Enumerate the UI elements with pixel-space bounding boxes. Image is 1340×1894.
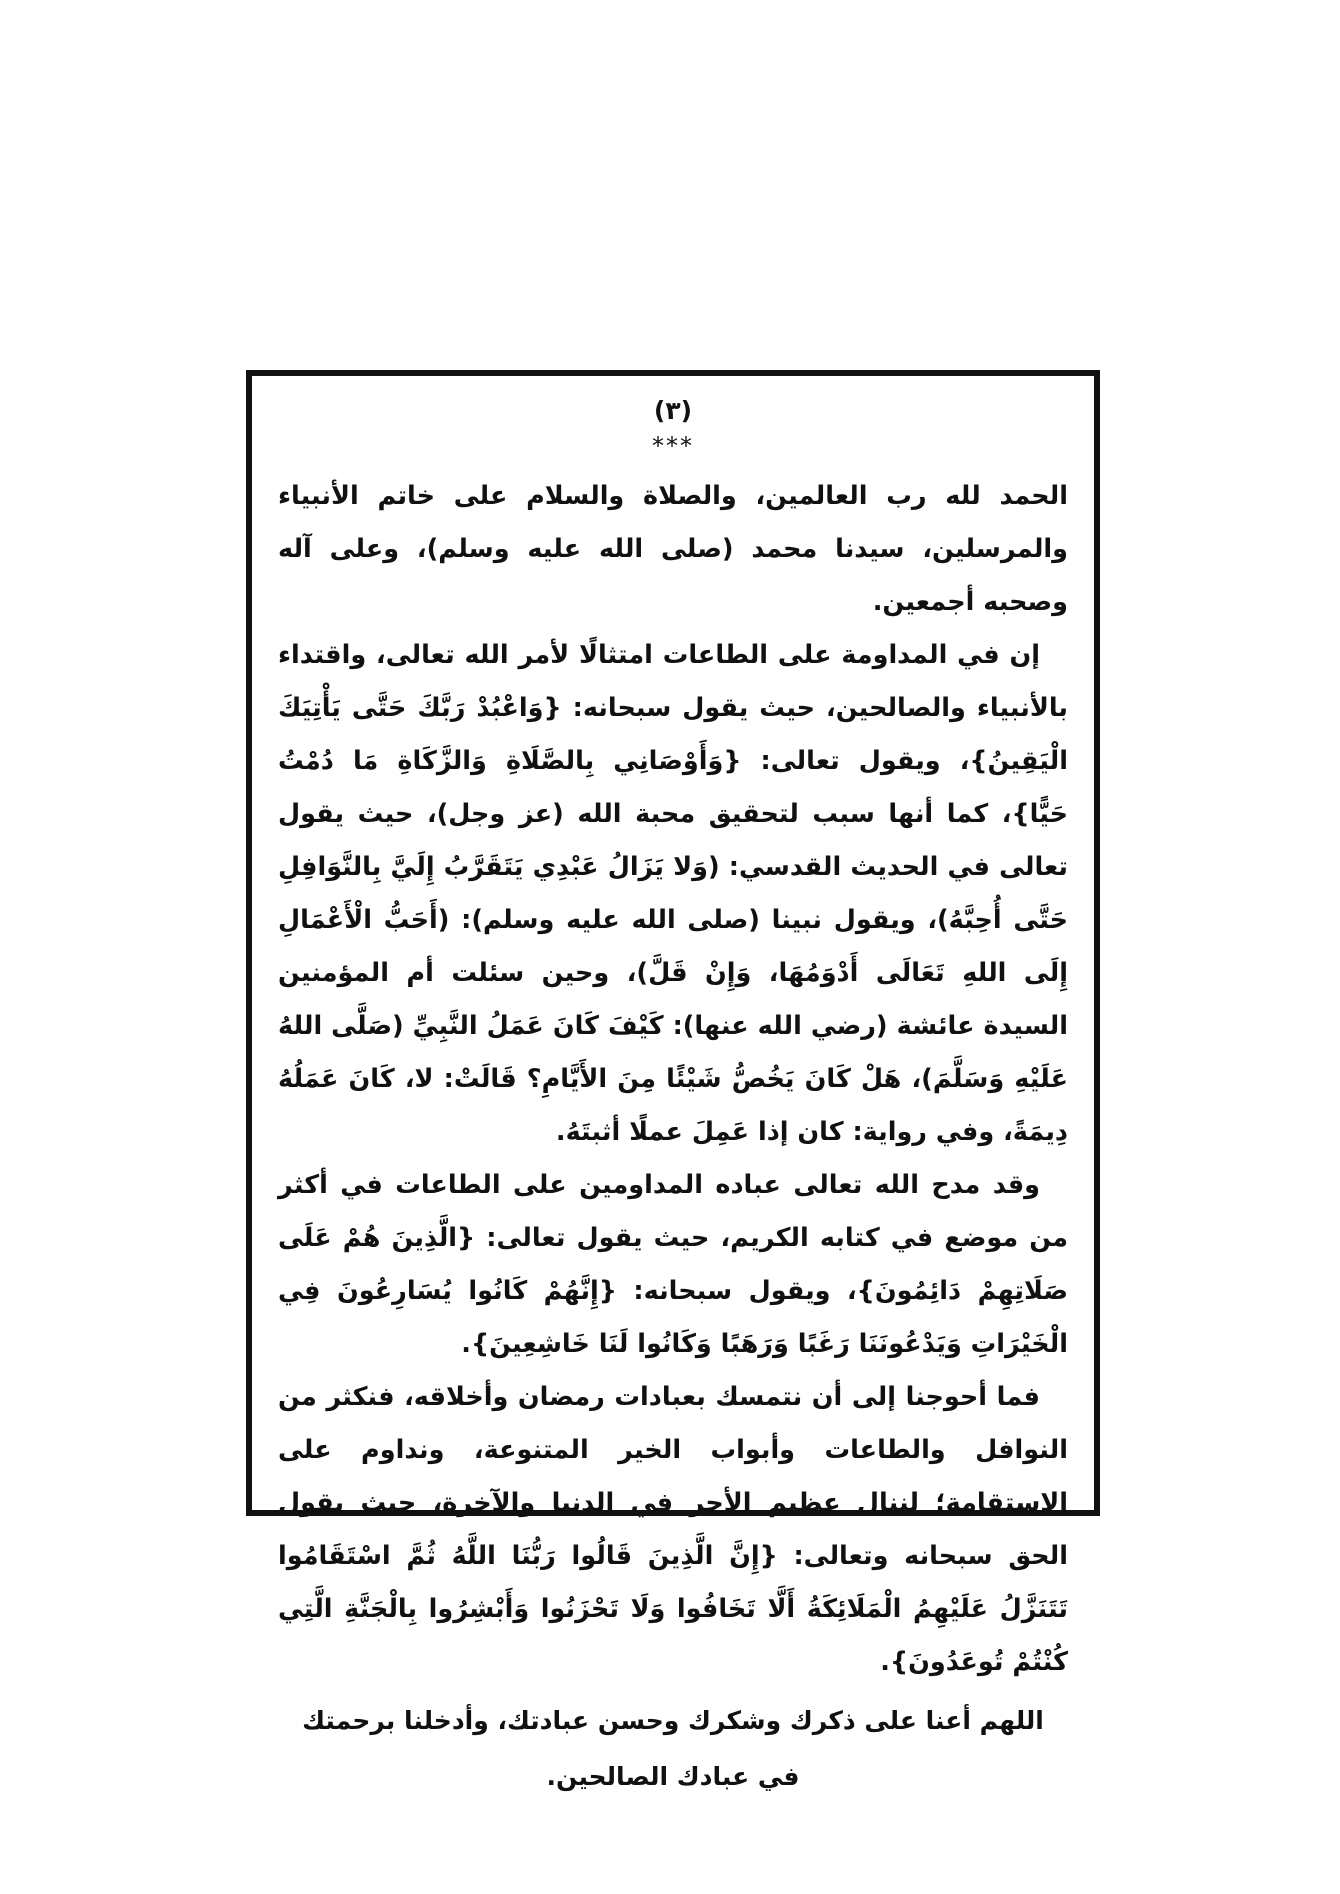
- closing-prayer: اللهم أعنا على ذكرك وشكرك وحسن عبادتك، وأدخلنا برحمتك في عبادك الصالحين.: [302, 1706, 1044, 1791]
- paragraph-opening: الحمد لله رب العالمين، والصلاة والسلام على خاتم الأنبياء والمرسلين، سيدنا محمد (صلى الله عليه وسلم)، وعلى آله وصحبه أجمعين.: [278, 481, 1068, 617]
- page-frame: [246, 370, 1100, 1791]
- page-number: (٣): [653, 396, 693, 425]
- paragraph-perseverance: إن في المداومة على الطاعات امتثالًا لأمر الله تعالى، واقتداء بالأنبياء والصالحين، حيث يقول سبحانه: {وَاعْبُدْ رَبَّكَ حَتَّى يَأْتِيَكَ الْيَقِينُ}، ويقول تعالى: {وَأَوْصَانِي بِالصَّلَاةِ وَالزَّكَاةِ مَا دُمْتُ حَيًّا}، كما أنها سبب لتحقيق محبة الله (عز وجل)، حيث يقول تعالى في الحديث القدسي: (وَلا يَزَالُ عَبْدِي يَتَقَرَّبُ إِلَيَّ بِالنَّوَافِلِ حَتَّى أُحِبَّهُ)، ويقول نبينا (صلى الله عليه وسلم): (أَحَبُّ الْأَعْمَالِ إِلَى اللهِ تَعَالَى أَدْوَمُهَا، وَإِنْ قَلَّ)، وحين سئلت أم المؤمنين السيدة عائشة (رضي الله عنها): كَيْفَ كَانَ عَمَلُ النَّبِيِّ (صَلَّى اللهُ عَلَيْهِ وَسَلَّمَ)، هَلْ كَانَ يَخُصُّ شَيْئًا مِنَ الأَيَّامِ؟ قَالَتْ: لا، كَانَ عَمَلُهُ دِيمَةً، وفي رواية: كان إذا عَمِلَ عملًا أثبتَهُ.: [278, 640, 1068, 1147]
- paragraph-ramadan: فما أحوجنا إلى أن نتمسك بعبادات رمضان وأخلاقه، فنكثر من النوافل والطاعات وأبواب الخير المتنوعة، ونداوم على الاستقامة؛ لننال عظيم الأجر في الدنيا والآخرة، حيث يقول الحق سبحانه وتعالى: {إِنَّ الَّذِينَ قَالُوا رَبُّنَا اللَّهُ ثُمَّ اسْتَقَامُوا تَتَنَزَّلُ عَلَيْهِمُ الْمَلَائِكَةُ أَلَّا تَخَافُوا وَلَا تَحْزَنُوا وَأَبْشِرُوا بِالْجَنَّةِ الَّتِي كُنْتُمْ تُوعَدُونَ}.: [278, 1382, 1068, 1677]
- section-separator: ***: [652, 432, 694, 460]
- paragraph-praise: وقد مدح الله تعالى عباده المداومين على الطاعات في أكثر من موضع في كتابه الكريم، حيث يقول تعالى: {الَّذِينَ هُمْ عَلَى صَلَاتِهِمْ دَائِمُونَ}، ويقول سبحانه: {إِنَّهُمْ كَانُوا يُسَارِعُونَ فِي الْخَيْرَاتِ وَيَدْعُونَنَا رَغَبًا وَرَهَبًا وَكَانُوا لَنَا خَاشِعِينَ}.: [278, 1170, 1068, 1359]
